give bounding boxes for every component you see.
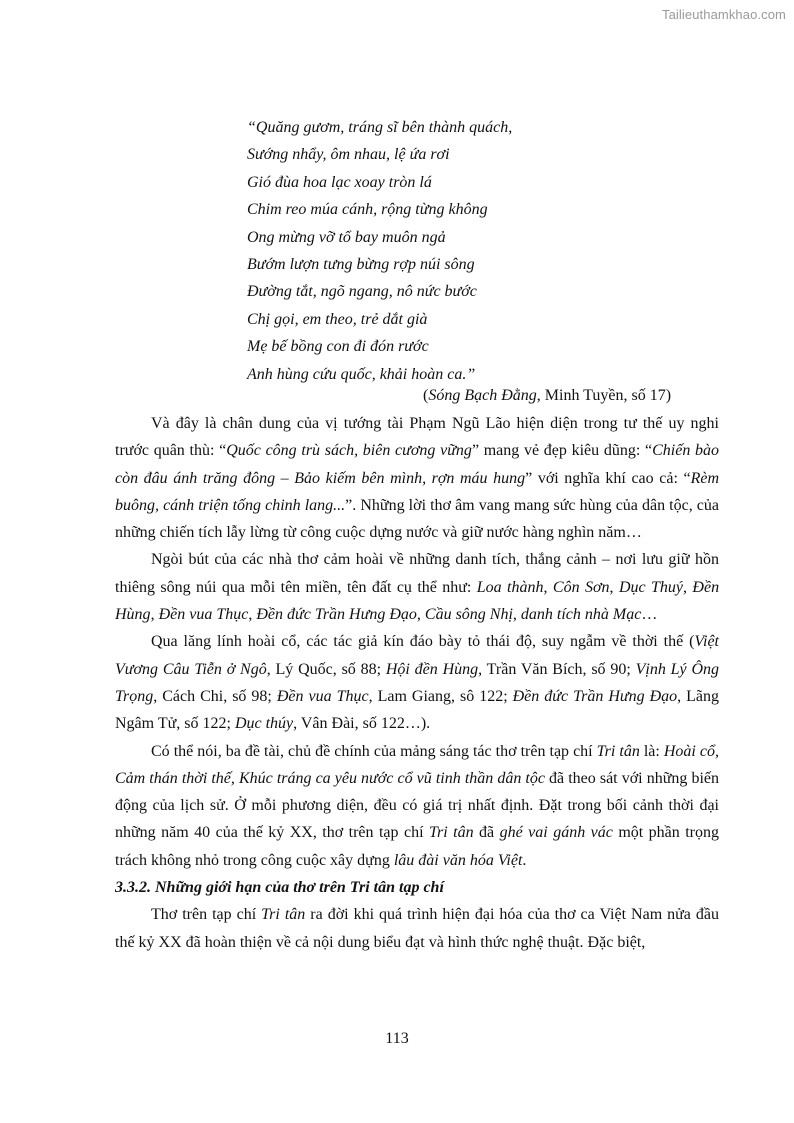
place-name: Đền đức Trần Hưng Đạo bbox=[256, 606, 417, 624]
separator: , bbox=[248, 606, 257, 624]
place-name: danh tích nhà Mạc bbox=[520, 606, 642, 624]
poem-title: Đền đức Trần Hưng Đạo bbox=[512, 687, 678, 705]
text-run: Có thể nói, ba đề tài, chủ đề chính của mảng sáng tác thơ trên tạp chí bbox=[151, 742, 597, 760]
text-run: Thơ trên tạp chí bbox=[151, 906, 262, 924]
poem-title: Vịnh Lý Ông Trọng bbox=[115, 660, 720, 705]
poem-line: Chim reo múa cánh, rộng từng không bbox=[247, 201, 488, 219]
text-run: đã theo sát với những biến động của lịch sử. Ở mỗi phương diện, đều có giá trị nhất định. Đặt trong bối cảnh thời đại những năm 40 của thế kỷ XX, thơ trên tạp chí bbox=[115, 769, 719, 842]
place-name: Côn Sơn bbox=[552, 578, 610, 596]
poem-title: Đền vua Thục bbox=[276, 687, 369, 705]
italic-run: Tri tân bbox=[596, 742, 640, 760]
poem-line: Anh hùng cứu quốc, khải hoàn ca.” bbox=[247, 365, 476, 383]
text-run: , Trần Văn Bích, số 90; bbox=[478, 660, 636, 678]
separator: , bbox=[683, 578, 693, 596]
attribution-source: , Minh Tuyền, số 17) bbox=[536, 387, 672, 404]
text-run: Và đây là chân dung của vị tướng tài Phạm Ngũ Lão hiện diện trong tư thế uy nghi trước quân thù: “ bbox=[115, 415, 719, 460]
italic-run: Hoài cổ, Cảm thán thời thế, Khúc tráng ca yêu nước cổ vũ tinh thần dân tộc bbox=[115, 742, 720, 787]
quote-run: Rèm buông, cánh triện tống chinh lang... bbox=[115, 469, 720, 514]
place-name: Đền Hùng bbox=[115, 578, 720, 624]
body-text bbox=[115, 410, 719, 956]
paragraph-pham-ngu-lao bbox=[115, 410, 719, 546]
text-run: , Vân Đài, số 122…). bbox=[293, 715, 431, 733]
italic-run: ghé vai gánh vác bbox=[499, 824, 613, 842]
text-run: Qua lăng lính hoài cổ, các tác giả kín đáo bày tỏ thái độ, suy ngẫm về thời thế ( bbox=[151, 633, 695, 651]
text-run: , Lam Giang, sô 122; bbox=[368, 687, 513, 705]
italic-run: Tri tân bbox=[429, 824, 474, 842]
text-run: ” với nghĩa khí cao cả: “ bbox=[525, 469, 691, 487]
text-run: đã bbox=[473, 824, 500, 842]
poem-line: Gió đùa hoa lạc xoay tròn lá bbox=[247, 173, 432, 191]
quote-run: Chiến bào còn đâu ánh trăng đông – Bảo kiếm bên mình, rợn máu hung bbox=[115, 442, 720, 487]
text-run: . bbox=[522, 851, 527, 869]
page-number: 113 bbox=[385, 1030, 409, 1047]
attribution-title: Sóng Bạch Đằng bbox=[428, 387, 537, 404]
text-run: … bbox=[641, 606, 658, 624]
text-run: ”. Những lời thơ âm vang mang sức hùng của dân tộc, của những chiến tích lẫy lừng từ công cuộc dựng nước và giữ nước hàng nghìn năm… bbox=[115, 496, 719, 542]
text-run: một phần trọng trách không nhỏ trong công cuộc xây dựng bbox=[115, 824, 720, 869]
section-heading: 3.3.2. Những giới hạn của thơ trên Tri tân tạp chí bbox=[115, 879, 444, 897]
text-run: ra đời khi quá trình hiện đại hóa của thơ ca Việt Nam nửa đầu thế kỷ XX đã hoàn thiện về cả nội dung biểu đạt và hình thức nghệ thuật. Đặc biệt, bbox=[115, 906, 719, 951]
quote-run: Quốc công trù sách, biên cương vững bbox=[226, 442, 472, 460]
watermark: Tailieuthamkhao.com bbox=[661, 7, 786, 22]
separator: , bbox=[150, 606, 159, 624]
poem-line: Đường tắt, ngõ ngang, nô nức bước bbox=[247, 283, 477, 301]
poem-attribution bbox=[423, 385, 671, 407]
paragraph-summary bbox=[115, 738, 719, 874]
text-run: Ngòi bút của các nhà thơ cảm hoài về những danh tích, thắng cảnh – nơi lưu giữ hồn thiêng sông núi qua mỗi tên miền, tên đất cụ thể như: bbox=[115, 551, 719, 596]
paragraph-danh-tich bbox=[115, 546, 719, 628]
place-name: Cầu sông Nhị bbox=[424, 606, 513, 624]
poem-line: “Quăng gươm, tráng sĩ bên thành quách, bbox=[247, 119, 513, 136]
attribution-open: ( bbox=[423, 387, 429, 404]
poem-line: Ong mừng vỡ tổ bay muôn ngả bbox=[247, 228, 446, 246]
paragraph-hoai-co bbox=[115, 628, 719, 737]
italic-run: lâu đài văn hóa Việt bbox=[393, 851, 523, 869]
place-name: Loa thành bbox=[476, 578, 544, 596]
italic-run: Tri tân bbox=[261, 906, 306, 924]
text-run: là: bbox=[639, 742, 664, 760]
paragraph-limitations bbox=[115, 901, 719, 956]
text-run: ” mang vẻ đẹp kiêu dũng: “ bbox=[471, 442, 653, 460]
poem-line: Bướm lượn tưng bừng rợp núi sông bbox=[247, 256, 475, 274]
text-run: , Cách Chi, số 98; bbox=[153, 687, 277, 705]
separator: , bbox=[512, 606, 521, 624]
poem-block bbox=[247, 114, 512, 388]
separator: , bbox=[416, 606, 425, 624]
text-run: , Lãng Ngâm Tử, số 122; bbox=[115, 687, 720, 733]
separator: , bbox=[543, 578, 553, 596]
separator: , bbox=[609, 578, 619, 596]
poem-line: Sướng nhẩy, ôm nhau, lệ ứa rơi bbox=[247, 146, 450, 164]
poem-line: Chị gọi, em theo, trẻ dắt già bbox=[247, 310, 428, 328]
text-run: , Lý Quốc, số 88; bbox=[266, 660, 386, 678]
place-name: Đền vua Thục bbox=[158, 606, 249, 624]
poem-line: Mẹ bế bồng con đi đón rước bbox=[247, 338, 429, 356]
poem-title: Việt Vương Câu Tiễn ở Ngô bbox=[115, 633, 719, 678]
poem-title: Dục thúy bbox=[234, 715, 294, 733]
place-name: Dục Thuý bbox=[618, 578, 683, 596]
poem-title: Hội đền Hùng bbox=[385, 660, 479, 678]
